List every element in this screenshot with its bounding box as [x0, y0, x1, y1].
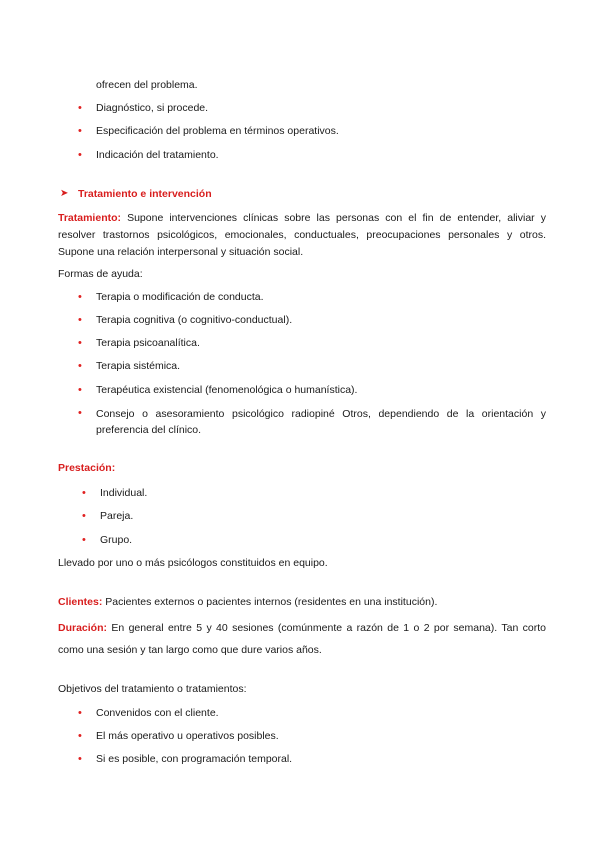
treatment-line-1 — [58, 210, 546, 227]
bullet-icon: • — [78, 407, 82, 419]
bullet-icon: • — [78, 314, 82, 326]
list-item: Terapia sistémica. — [96, 360, 181, 372]
clientes-label: Clientes: — [58, 596, 103, 608]
section-heading: Tratamiento e intervención — [78, 188, 212, 200]
bullet-icon: • — [78, 149, 82, 161]
arrow-icon: ➤ — [60, 188, 69, 199]
bullet-icon: • — [82, 534, 86, 546]
clientes-text: Pacientes externos o pacientes internos (residentes en una institución). — [102, 596, 438, 608]
duracion-label: Duración: — [58, 622, 108, 634]
list-item: Terapia o modificación de conducta. — [96, 291, 264, 303]
treatment-line-2: resolver trastornos psicológicos, emocionales, conductuales, preocupaciones personales y otros. — [58, 229, 546, 241]
duracion-line-2: como una sesión y tan largo como que dure varios años. — [58, 644, 322, 656]
list-item: El más operativo u operativos posibles. — [96, 730, 279, 742]
bullet-icon: • — [82, 510, 86, 522]
clientes-line — [58, 596, 437, 608]
bullet-icon: • — [78, 337, 82, 349]
help-intro: Formas de ayuda: — [58, 268, 143, 280]
bullet-icon: • — [78, 707, 82, 719]
bullet-icon: • — [78, 360, 82, 372]
treatment-line-3: Supone una relación interpersonal y situación social. — [58, 246, 304, 258]
list-item: Terapéutica existencial (fenomenológica o humanística). — [96, 384, 358, 396]
bullet-icon: • — [78, 291, 82, 303]
list-item: Diagnóstico, si procede. — [96, 102, 209, 114]
list-item: Convenidos con el cliente. — [96, 707, 219, 719]
bullet-icon: • — [78, 753, 82, 765]
bullet-icon: • — [78, 730, 82, 742]
list-item: Terapia psicoanalítica. — [96, 337, 200, 349]
duracion-text: En general entre 5 y 40 sesiones (comúnmente a razón de 1 o 2 por semana). Tan corto — [107, 622, 546, 634]
list-item-continuation: preferencia del clínico. — [96, 424, 202, 436]
list-continuation: ofrecen del problema. — [96, 79, 198, 91]
list-item: Si es posible, con programación temporal. — [96, 753, 293, 765]
list-item: Indicación del tratamiento. — [96, 149, 219, 161]
list-item: Pareja. — [100, 510, 134, 522]
treatment-text: Supone intervenciones clínicas sobre las personas con el fin de entender, aliviar y — [121, 212, 546, 224]
list-item: Grupo. — [100, 534, 133, 546]
list-item: Consejo o asesoramiento psicológico radiopiné Otros, dependiendo de la orientación y — [96, 408, 546, 420]
treatment-label: Tratamiento: — [58, 212, 122, 224]
prestacion-note: Llevado por uno o más psicólogos constituidos en equipo. — [58, 557, 328, 569]
prestacion-label: Prestación: — [58, 462, 116, 474]
list-item: Individual. — [100, 487, 148, 499]
list-item: Especificación del problema en términos operativos. — [96, 125, 339, 137]
bullet-icon: • — [78, 384, 82, 396]
objetivos-intro: Objetivos del tratamiento o tratamientos: — [58, 683, 247, 695]
bullet-icon: • — [82, 487, 86, 499]
bullet-icon: • — [78, 125, 82, 137]
duracion-line-1 — [58, 620, 546, 637]
bullet-icon: • — [78, 102, 82, 114]
list-item: Terapia cognitiva (o cognitivo-conductual). — [96, 314, 293, 326]
